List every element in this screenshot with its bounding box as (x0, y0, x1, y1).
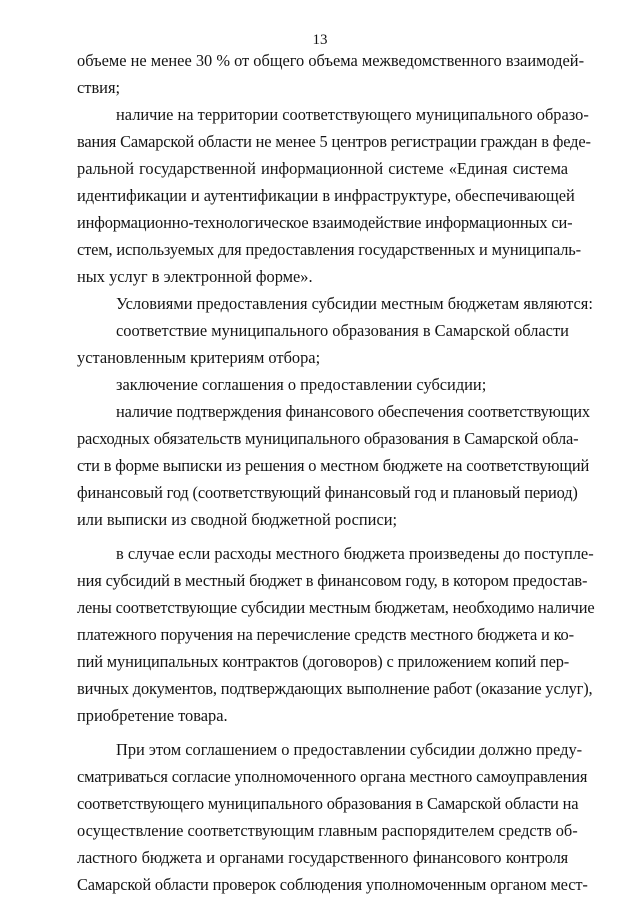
paragraph (77, 540, 595, 729)
text-line: расходных обязательств муниципального образования в Самарской обла- (77, 429, 579, 448)
text-line: При этом соглашением о предоставлении субсидии должно преду- (116, 740, 583, 759)
text-line: лены соответствующие субсидии местным бюджетам, необходимо наличие (77, 598, 595, 617)
text-line: заключение соглашения о предоставлении субсидии; (116, 375, 487, 394)
text-line: соответствие муниципального образования в Самарской области (116, 321, 569, 340)
text-line: ствия; (77, 78, 121, 97)
paragraph (77, 47, 585, 101)
text-line: Условиями предоставления субсидии местным бюджетам являются: (116, 294, 593, 313)
paragraph (77, 290, 593, 317)
text-line: сти в форме выписки из решения о местном бюджете на соответствующий (77, 456, 590, 475)
document-body (77, 47, 595, 898)
text-line: финансовый год (соответствующий финансовый год и плановый период) (77, 483, 578, 502)
text-line: сматриваться согласие уполномоченного органа местного самоуправления (77, 767, 588, 786)
text-line: осуществление соответствующим главным распорядителем средств об- (77, 821, 578, 840)
text-line: приобретение товара. (77, 706, 228, 725)
text-line: или выписки из сводной бюджетной росписи; (77, 510, 398, 529)
paragraph (77, 317, 568, 371)
text-line: вичных документов, подтверждающих выполнение работ (оказание услуг), (77, 679, 593, 698)
text-line: ния субсидий в местный бюджет в финансовом году, в котором предостав- (77, 571, 588, 590)
text-line: установленным критериям отбора; (77, 348, 321, 367)
paragraph (77, 736, 588, 898)
page-number: 13 (312, 32, 328, 48)
text-line: вания Самарской области не менее 5 центров регистрации граждан в феде- (77, 132, 591, 151)
text-line: пий муниципальных контрактов (договоров) с приложением копий пер- (77, 652, 570, 671)
paragraph-spacing (77, 533, 568, 540)
text-line: информационно-технологическое взаимодействие информационных си- (77, 213, 573, 232)
text-line: наличие подтверждения финансового обеспечения соответствующих (116, 402, 590, 421)
paragraph-spacing (77, 729, 568, 736)
text-line: в случае если расходы местного бюджета произведены до поступле- (116, 544, 594, 563)
text-line: стем, используемых для предоставления государственных и муниципаль- (77, 240, 581, 259)
paragraph (77, 101, 591, 290)
text-line: соответствующего муниципального образования в Самарской области на (77, 794, 579, 813)
paragraph (77, 398, 590, 533)
text-line: Самарской области проверок соблюдения уполномоченным органом мест- (77, 875, 588, 894)
text-line: платежного поручения на перечисление средств местного бюджета и ко- (77, 625, 574, 644)
text-line: ральной государственной информационной системе «Единая система (77, 159, 568, 178)
paragraph (77, 371, 568, 398)
text-line: идентификации и аутентификации в инфраструктуре, обеспечивающей (77, 186, 575, 205)
text-line: объеме не менее 30 % от общего объема межведомственного взаимодей- (77, 51, 585, 70)
text-line: ных услуг в электронной форме». (77, 267, 313, 286)
text-line: ластного бюджета и органами государственного финансового контроля (77, 848, 568, 867)
text-line: наличие на территории соответствующего муниципального образо- (116, 105, 589, 124)
